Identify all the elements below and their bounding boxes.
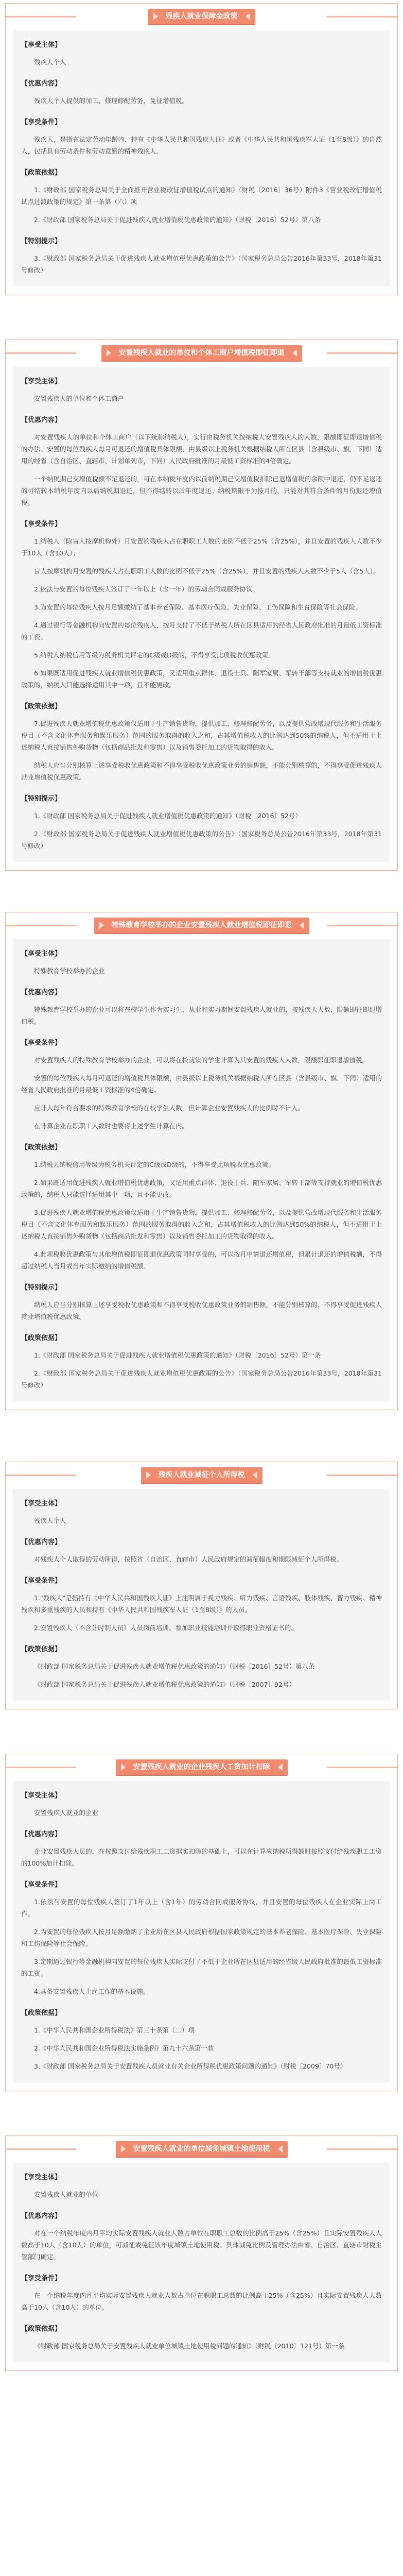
block-heading: 【享受主体】 bbox=[21, 1500, 62, 1507]
block-paragraph: 1."残疾人"是指持有《中华人民共和国残疾人证》上注明属于视力残疾、听力残疾、言语残疾、肢体残疾、智力残疾、精神残疾和多重残疾的人员和持有《中华人民共和国残疾军人证（1至8级）》的人员。 bbox=[21, 1594, 382, 1614]
block-heading: 【政策依据】 bbox=[21, 2009, 62, 2017]
block-heading: 【优惠内容】 bbox=[21, 989, 62, 996]
block-heading: 【特别提示】 bbox=[21, 1284, 62, 1292]
block-paragraph: 在一个纳税年度内月平均实际安置残疾人就业人数占单位在职职工总数的比例高于25%（含25%）且实际安置残疾人人数高于10人（含10人）的单位。 bbox=[21, 2292, 382, 2311]
section-header bbox=[6, 912, 397, 939]
block-paragraph: 特殊教育学校举办的企业可以将在校学生作为实习生，从业和实习期间安置残疾人就业的，按残疾人人数，限额即征即退增值税。 bbox=[21, 1006, 382, 1025]
policy-section-card bbox=[5, 1754, 398, 2091]
block-heading: 【享受条件】 bbox=[21, 1039, 62, 1047]
section-title: 残疾人就业减征个人所得税 bbox=[141, 1467, 262, 1483]
header-stripe-left bbox=[6, 1767, 76, 1768]
policy-block bbox=[21, 701, 382, 783]
section-title: 安置残疾人就业的企业残疾人工资加计扣除 bbox=[116, 1759, 288, 1775]
block-paragraph: 2.《财政部 国家税务总局关于促进残疾人就业增值税优惠政策的公告》（国家税务总局公告2016年第33号，2018年第31号修改） bbox=[21, 1369, 382, 1389]
policy-section-card bbox=[5, 1462, 398, 1709]
block-paragraph: 安置残疾人就业的单位 bbox=[34, 2191, 99, 2198]
block-heading: 【享受条件】 bbox=[21, 1577, 62, 1585]
block-paragraph: 残疾人个人 bbox=[34, 58, 66, 66]
section-header bbox=[6, 340, 397, 367]
policy-block bbox=[21, 236, 382, 276]
section-body bbox=[13, 1489, 390, 1701]
section-body bbox=[13, 367, 390, 862]
block-heading: 【优惠内容】 bbox=[21, 1538, 62, 1546]
block-paragraph: 4.通过银行等金融机构向安置的每位残疾人，按月支付了不低于纳税人所在区县适用的经省人民政府批准的月最低工资标准的工资。 bbox=[21, 621, 382, 641]
section-header bbox=[6, 4, 397, 30]
policy-block bbox=[21, 987, 382, 1027]
block-paragraph: 《财政部 国家税务总局关于促进残疾人就业增值税优惠政策的通知》（财税〔2007〕92号） bbox=[34, 1681, 295, 1688]
section-body bbox=[13, 939, 390, 1401]
block-heading: 【享受条件】 bbox=[21, 118, 62, 126]
block-heading: 【享受条件】 bbox=[21, 520, 62, 528]
section-body bbox=[13, 2163, 390, 2362]
policy-block bbox=[21, 415, 382, 509]
header-stripe-left bbox=[6, 925, 76, 926]
policy-block bbox=[21, 1575, 382, 1634]
policy-block bbox=[21, 1879, 382, 1997]
block-heading: 【享受主体】 bbox=[21, 378, 62, 385]
block-paragraph: 3.《财政部 国家税务总局关于促进残疾人就业增值税优惠政策的公告》（国家税务总局公告2016年第33号，2018年第31号修改） bbox=[21, 255, 382, 274]
policy-block bbox=[21, 2172, 382, 2200]
block-heading: 【政策依据】 bbox=[21, 1334, 62, 1342]
policy-block bbox=[21, 2324, 382, 2352]
block-heading: 【政策依据】 bbox=[21, 703, 62, 710]
block-paragraph: 对残疾人个人取得的劳动所得，按照省（自治区、直辖市）人民政府规定的减征幅度和期限减征个人所得税。 bbox=[34, 1555, 343, 1563]
section-gap bbox=[0, 1709, 403, 1754]
header-stripe-right bbox=[327, 1475, 397, 1476]
block-paragraph: 2.安置残疾人（不含计时制人员）人员岗前培训、参加职业技能培训并取得职业资格证书的。 bbox=[34, 1624, 297, 1632]
header-stripe-right bbox=[327, 352, 397, 354]
section-header bbox=[6, 1462, 397, 1489]
block-paragraph: 2.为安置的每位残疾人按月足额缴纳了企业所在区县人民政府根据国家政策规定的基本养老保险、基本医疗保险、失业保险和工伤保险等社会保险。 bbox=[21, 1928, 382, 1947]
block-paragraph: 1.《财政部 国家税务总局关于全面推开营业税改征增值税试点的通知》（财税〔2016〕36号）附件3《营业税改征增值税试点过渡政策的规定》第一条第（六）项 bbox=[21, 186, 382, 206]
policy-block bbox=[21, 1644, 382, 1690]
policy-block bbox=[21, 167, 382, 226]
block-paragraph: 对安置残疾人的单位和个体工商户（以下统称纳税人），实行由税务机关按纳税人安置残疾人的人数，限额即征即退增值税的办法。安置的每位残疾人每月可退还的增值税具体限额，由县级以上税务机关根据纳税人所在区县（含县级市、旗，下同）适用的经省（含自治区、直辖市、计划单列市，下同）人民政府批准的月最低工资标准的4倍确定。 bbox=[21, 433, 382, 465]
block-paragraph: 3.定期通过银行等金融机构向安置的每位残疾人实际支付了不低于企业所在区县适用的经省级人民政府批准的最低工资标准的工资。 bbox=[21, 1958, 382, 1977]
block-paragraph: 企业安置残疾人员的，在按照支付给残疾职工工资据实扣除的基础上，可以在计算应纳税所得额时按照支付给残疾职工工资的100%加计扣除。 bbox=[21, 1848, 382, 1867]
block-heading: 【特别提示】 bbox=[21, 238, 62, 245]
block-paragraph: 2.《财政部 国家税务总局关于促进残疾人就业增值税优惠政策的公告》（国家税务总局公告2016年第33号，2018年第31号修改） bbox=[21, 830, 382, 850]
policy-block bbox=[21, 1333, 382, 1391]
block-paragraph: 安置的每位残疾人每月可退还的增值税具体限额，由县级以上税务机关根据纳税人所在区县（含县级市、旗，下同）适用的经省人民政府批准的月最低工资标准的4倍确定。 bbox=[21, 1074, 382, 1094]
block-paragraph: 《财政部 国家税务总局关于促进残疾人就业增值税优惠政策的通知》（财税〔2016〕52号）第八条 bbox=[34, 1663, 315, 1670]
policy-section-card bbox=[5, 2136, 398, 2371]
block-paragraph: 2.《中华人民共和国企业所得税法实施条例》第九十六条第一款 bbox=[34, 2044, 214, 2052]
block-heading: 【特别提示】 bbox=[21, 795, 62, 803]
block-heading: 【政策依据】 bbox=[21, 1144, 62, 1151]
block-paragraph: 2.依法与安置的每位残疾人签订了一年以上（含一年）的劳动合同或服务协议。 bbox=[34, 585, 259, 593]
block-paragraph: 纳税人应当分别核算上述享受税收优惠政策和不得享受税收优惠政策业务的销售额，不能分别核算的，不得享受促进残疾人就业增值税优惠政策。 bbox=[21, 761, 382, 781]
block-paragraph: 一个纳税期已交增值税额不足退还的，可在本纳税年度内以前纳税期已交增值税扣除已退增值税的余额中退还，仍不足退还的可结转本纳税年度内以后纳税期退还，但不得结转以后年度退还。纳税期限不为按月的，只能对其符合条件的月份退还增值税。 bbox=[21, 475, 382, 506]
header-stripe-right bbox=[327, 16, 397, 18]
policy-block bbox=[21, 1038, 382, 1132]
block-paragraph: 残疾人，是指在法定劳动年龄内，持有《中华人民共和国残疾人证》或者《中华人民共和国残疾军人证（1至8级）》的自然人，包括具有劳动条件和劳动意愿的精神残疾人。 bbox=[21, 135, 382, 155]
block-paragraph: 1.依法与安置的每位残疾人签订了1年以上（含1年）的劳动合同或服务协议，并且安置的每位残疾人在企业实际上岗工作。 bbox=[21, 1898, 382, 1918]
policy-block bbox=[21, 1790, 382, 1819]
policy-section-card bbox=[5, 3, 398, 295]
block-heading: 【享受条件】 bbox=[21, 1881, 62, 1889]
block-heading: 【政策依据】 bbox=[21, 2325, 62, 2333]
header-stripe-left bbox=[6, 2148, 76, 2150]
policy-block bbox=[21, 1498, 382, 1527]
block-paragraph: 1.《中华人民共和国企业所得税法》第三十条第（二）项 bbox=[34, 2026, 195, 2034]
block-paragraph: 7.促进残疾人就业增值税优惠政策仅适用于生产销售货物，提供加工、修理修配劳务，以及提供营改增现代服务和生活服务税目（不含文化体育服务和娱乐服务）范围的服务取得的收入之和，占其增值税收入的比例达到50%的纳税人，但不适用于上述纳税人直接销售外购货物（包括商品批发和零售）以及销售委托加工的货物取得的收入。 bbox=[21, 720, 382, 751]
block-heading: 【优惠内容】 bbox=[21, 416, 62, 424]
block-paragraph: 残疾人个人提供的加工、修理修配劳务，免征增值税。 bbox=[34, 97, 189, 105]
block-paragraph: 2.如果既适用促进残疾人就业增值税优惠政策，又适用重点群体、退役士兵、随军家属、军转干部等支持就业的增值税优惠政策的，纳税人只能选择适用其中一项，且不能更改。 bbox=[21, 1179, 382, 1198]
section-body bbox=[13, 30, 390, 286]
block-paragraph: 特殊教育学校举办的企业 bbox=[34, 967, 105, 975]
block-heading: 【政策依据】 bbox=[21, 1646, 62, 1653]
header-stripe-left bbox=[6, 1475, 76, 1476]
section-title: 特殊教育学校举办的企业安置残疾人就业增值税即征即退 bbox=[94, 918, 309, 933]
section-body bbox=[13, 1781, 390, 2082]
policy-block bbox=[21, 78, 382, 107]
block-heading: 【享受主体】 bbox=[21, 41, 62, 49]
block-heading: 【政策依据】 bbox=[21, 169, 62, 177]
header-stripe-left bbox=[6, 352, 76, 354]
policy-block bbox=[21, 40, 382, 68]
header-stripe-left bbox=[6, 16, 76, 18]
block-paragraph: 1.纳税人（除盲人按摩机构外）月安置的残疾人占在职职工人数的比例不低于25%（含25%），并且安置的残疾人人数不少于10人（含10人）； bbox=[21, 537, 382, 557]
policy-section-card bbox=[5, 340, 398, 871]
policy-block bbox=[21, 1142, 382, 1272]
block-paragraph: 2.《财政部 国家税务总局关于促进残疾人就业增值税优惠政策的通知》（财税〔2016〕52号）第八条 bbox=[34, 216, 321, 224]
block-paragraph: 1.《财政部 国家税务总局关于促进残疾人就业增值税优惠政策的通知》（财税〔2016〕52号） bbox=[34, 812, 302, 820]
section-header bbox=[6, 1754, 397, 1781]
block-paragraph: 4.具备安置残疾人上岗工作的基本设施。 bbox=[34, 1988, 150, 1995]
block-paragraph: 3.为安置的每位残疾人按月足额缴纳了基本养老保险、基本医疗保险、失业保险、工伤保险和生育保险等社会保险。 bbox=[34, 603, 362, 611]
policy-block bbox=[21, 1537, 382, 1565]
block-heading: 【享受主体】 bbox=[21, 2174, 62, 2181]
block-paragraph: 6.如果既适用促进残疾人就业增值税优惠政策，又适用重点群体、退役士兵、随军家属、军转干部等支持就业的增值税优惠政策的，纳税人只能选择适用其中一项，且不能更改。 bbox=[21, 669, 382, 689]
policy-block bbox=[21, 2211, 382, 2263]
policy-block bbox=[21, 2273, 382, 2313]
block-paragraph: 1.《财政部 国家税务总局关于促进残疾人就业增值税优惠政策的通知》（财税〔2016〕52号）第一条 bbox=[34, 1351, 321, 1359]
block-paragraph: 盲人按摩机构月安置的残疾人占在职职工人数的比例不低于25%（含25%），并且安置的残疾人人数不少于5人（含5人）。 bbox=[34, 567, 380, 575]
block-paragraph: 安置残疾人就业的企业 bbox=[34, 1809, 99, 1817]
block-paragraph: 对安置残疾人的特殊教育学校举办的企业，可以将在校就读的学生计算为其安置的残疾人人数，限额即征即退增值税。 bbox=[34, 1056, 369, 1064]
block-paragraph: 3.促进残疾人就业增值税优惠政策仅适用于生产销售货物，提供加工、修理修配劳务，以及提供营改增现代服务和生活服务税目（不含文化体育服务和娱乐服务）范围的服务取得的收入之和，占其增值税收入的比例达到50%的纳税人，但不适用于上述纳税人直接销售外购货物（包括商品批发和零售）以及销售委托加工的货物取得的收入。 bbox=[21, 1209, 382, 1240]
policy-block bbox=[21, 1282, 382, 1323]
block-paragraph: 在计算企业在职职工人数时也要将上述学生计算在内。 bbox=[34, 1122, 189, 1130]
section-gap bbox=[0, 2091, 403, 2136]
block-heading: 【优惠内容】 bbox=[21, 2212, 62, 2220]
header-stripe-right bbox=[327, 925, 397, 926]
section-gap bbox=[0, 295, 403, 340]
block-heading: 【优惠内容】 bbox=[21, 80, 62, 88]
policy-block bbox=[21, 376, 382, 404]
section-gap bbox=[0, 1410, 403, 1462]
block-paragraph: 5.纳税人纳税信用等级为税务机关评定的C级或D级的，不得享受此项税收优惠政策。 bbox=[34, 651, 275, 659]
block-paragraph: 应计入每年符合要求的特殊教育学校的在校学生人数，但计算企业安置残疾人的比例时不计入。 bbox=[34, 1104, 305, 1112]
policy-block bbox=[21, 1829, 382, 1869]
block-paragraph: 残疾人个人 bbox=[34, 1517, 66, 1524]
block-heading: 【享受主体】 bbox=[21, 1792, 62, 1800]
policy-block bbox=[21, 793, 382, 852]
policy-block bbox=[21, 948, 382, 977]
block-paragraph: 4.此项税收优惠政策与其他增值税即征即退优惠政策同时享受的，可以按月申请退还增值税，但累计退还的增值税额，不得超过纳税人当月或当年实际缴纳的增值税额。 bbox=[21, 1250, 382, 1270]
policy-block bbox=[21, 519, 382, 691]
policy-block bbox=[21, 117, 382, 157]
block-heading: 【享受条件】 bbox=[21, 2275, 62, 2282]
block-paragraph: 3.《财政部 国家税务总局关于安置残疾人员就业有关企业所得税优惠政策问题的通知》（财税〔2009〕70号） bbox=[34, 2062, 347, 2070]
policy-block bbox=[21, 2008, 382, 2072]
block-paragraph: 纳税人应当分别核算上述享受税收优惠政策和不得享受税收优惠政策业务的销售额，不能分别核算的，不得享受促进残疾人就业增值税优惠政策。 bbox=[21, 1301, 382, 1320]
block-paragraph: 1.纳税人纳税信用等级为税务机关评定的C级或D级的，不得享受此项税收优惠政策。 bbox=[34, 1161, 275, 1168]
section-gap bbox=[0, 871, 403, 912]
block-heading: 【享受主体】 bbox=[21, 950, 62, 958]
policy-section-card bbox=[5, 912, 398, 1410]
header-stripe-right bbox=[327, 1767, 397, 1768]
block-heading: 【优惠内容】 bbox=[21, 1831, 62, 1838]
section-header bbox=[6, 2136, 397, 2163]
block-paragraph: 对在一个纳税年度内月平均实际安置残疾人就业人数占单位在职职工总数的比例高于25%（含25%）且实际安置残疾人人数高于10人（含10人）的单位，可减征或免征该年度城镇土地使用税。具体减免比例及管理办法由省、自治区、直辖市财税主管部门确定。 bbox=[21, 2229, 382, 2261]
section-title: 安置残疾人就业的单位和个体工商户增值税即征即退 bbox=[101, 345, 302, 361]
header-stripe-right bbox=[327, 2148, 397, 2150]
section-title: 残疾人就业保障金政策 bbox=[148, 9, 255, 24]
block-paragraph: 安置残疾人的单位和个体工商户 bbox=[34, 395, 125, 402]
block-paragraph: 《财政部 国家税务总局关于安置残疾人就业单位城镇土地使用税问题的通知》（财税〔2010〕121号）第一条 bbox=[34, 2342, 345, 2350]
section-title: 安置残疾人就业的单位减免城镇土地使用税 bbox=[116, 2141, 288, 2157]
